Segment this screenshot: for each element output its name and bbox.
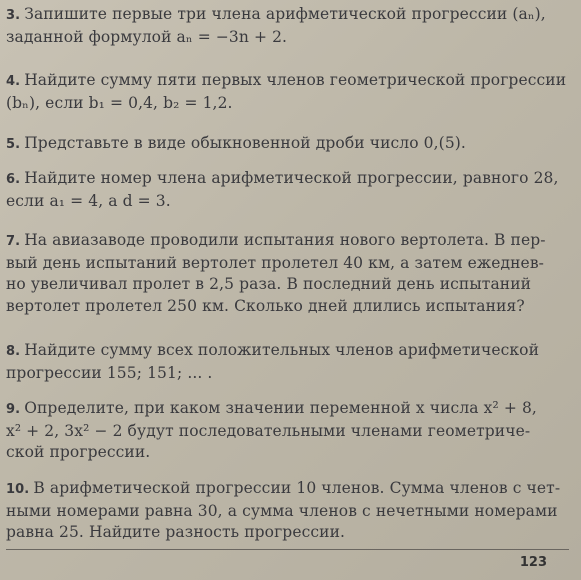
problem-text-line: Найдите номер члена арифметической прогрессии, равного 28,: [24, 169, 559, 187]
problem-number: 8.: [6, 344, 21, 359]
problem-number: 7.: [6, 234, 21, 249]
problem-text-line: если a₁ = 4, а d = 3.: [6, 191, 171, 210]
problem-4: [6, 70, 571, 114]
problem-text-line: Найдите сумму пяти первых членов геометрической прогрессии: [24, 71, 567, 89]
problem-number: 6.: [6, 172, 21, 187]
problem-text-line: На авиазаводе проводили испытания нового вертолета. В пер-: [24, 231, 546, 249]
problem-text-line: Определите, при каком значении переменной x числа x² + 8,: [24, 399, 537, 417]
problem-10: [6, 478, 571, 544]
problem-text-line: заданной формулой aₙ = −3n + 2.: [6, 27, 288, 46]
page-number: 123: [519, 555, 547, 570]
problem-5: [6, 133, 571, 156]
problem-text-line: Найдите сумму всех положительных членов арифметической: [24, 341, 540, 359]
problem-text-line: вертолет пролетел 250 км. Сколько дней длились испытания?: [6, 296, 525, 315]
problem-text-line: но увеличивал пролет в 2,5 раза. В последний день испытаний: [6, 275, 532, 293]
problem-text-line: Запишите первые три члена арифметической прогрессии (aₙ),: [24, 5, 546, 23]
problem-number: 3.: [6, 8, 21, 23]
problem-6: [6, 168, 571, 212]
problem-text-line: (bₙ), если b₁ = 0,4, b₂ = 1,2.: [6, 93, 233, 112]
problem-text-line: равна 25. Найдите разность прогрессии.: [6, 523, 346, 541]
problem-8: [6, 340, 571, 384]
footer-divider: [6, 549, 569, 550]
problem-text-line: ской прогрессии.: [6, 443, 151, 461]
problem-text-line: Представьте в виде обыкновенной дроби число 0,(5).: [24, 134, 466, 152]
problem-text-line: ными номерами равна 30, а сумма членов с нечетными номерами: [6, 501, 558, 520]
problem-7: [6, 230, 571, 317]
problem-number: 5.: [6, 137, 21, 152]
problem-text-line: прогрессии 155; 151; ... .: [6, 363, 213, 382]
problem-number: 10.: [6, 482, 30, 497]
problem-number: 4.: [6, 74, 21, 89]
problem-3: [6, 4, 571, 48]
problem-text-line: вый день испытаний вертолет пролетел 40 км, а затем ежеднев-: [6, 253, 544, 272]
problem-number: 9.: [6, 402, 21, 417]
problem-text-line: x² + 2, 3x² − 2 будут последовательными членами геометриче-: [6, 421, 531, 440]
problem-9: [6, 398, 571, 464]
problem-text-line: В арифметической прогрессии 10 членов. Сумма членов с чет-: [33, 479, 561, 497]
